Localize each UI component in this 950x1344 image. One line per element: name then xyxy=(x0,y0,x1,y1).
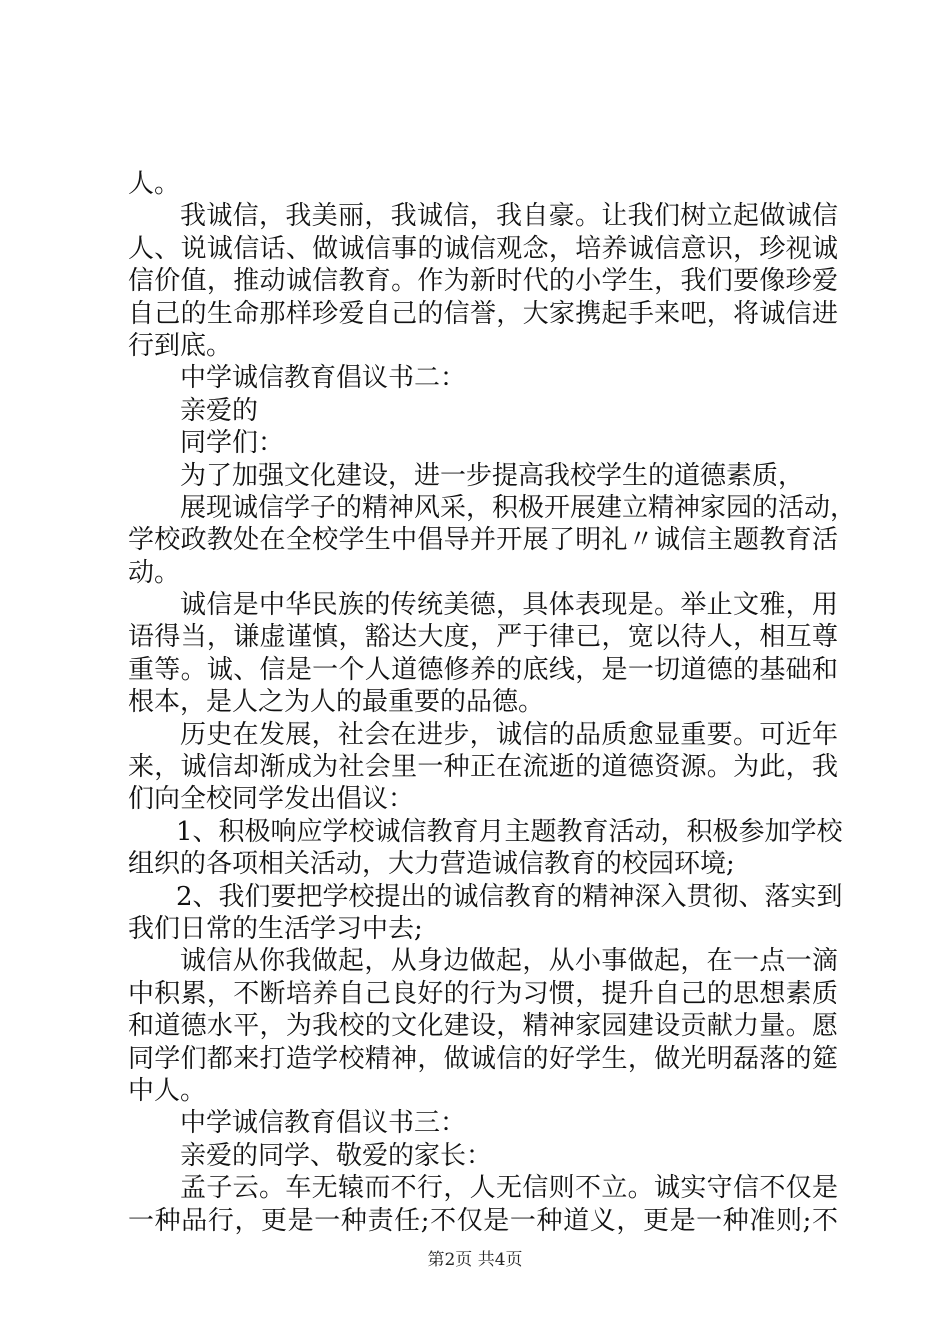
salutation: 同学们： xyxy=(180,428,285,459)
text-line: 一种品行，更是一种责任;不仅是一种道义，更是一种准则;不 xyxy=(128,1205,838,1236)
text-line: 自己的生命那样珍爱自己的信誉，大家携起手来吧，将诚信进 xyxy=(128,298,838,329)
text-line: 学校政教处在全校学生中倡导并开展了明礼〃诚信主题教育活 xyxy=(128,525,838,556)
text-line: 行到底。 xyxy=(128,330,233,361)
text-line: 人。 xyxy=(128,169,181,199)
text-line: 展现诚信学子的精神风采，积极开展建立精神家园的活动， xyxy=(180,492,857,523)
section-heading: 中学诚信教育倡议书二： xyxy=(180,363,467,394)
text-line: 动。 xyxy=(128,557,181,588)
section-heading: 中学诚信教育倡议书三： xyxy=(180,1108,467,1139)
text-line: 和道德水平，为我校的文化建设，精神家园建设贡献力量。愿 xyxy=(128,1011,838,1042)
list-item: 1、积极响应学校诚信教育月主题教育活动，积极参加学校 xyxy=(176,816,843,847)
text-line: 根本，是人之为人的最重要的品德。 xyxy=(128,687,545,718)
text-line: 人、说诚信话、做诚信事的诚信观念，培养诚信意识，珍视诚 xyxy=(128,233,838,264)
text-line: 组织的各项相关活动，大力营造诚信教育的校园环境; xyxy=(128,849,735,880)
text-line: 为了加强文化建设，进一步提高我校学生的道德素质， xyxy=(180,460,805,491)
text-line: 们向全校同学发出倡议： xyxy=(128,784,415,815)
text-line: 孟子云。车无辕而不行，人无信则不立。诚实守信不仅是 xyxy=(180,1173,838,1204)
text-line: 我们日常的生活学习中去; xyxy=(128,913,423,944)
text-line: 诚信从你我做起，从身边做起，从小事做起，在一点一滴 xyxy=(180,946,838,977)
text-line: 中积累，不断培养自己良好的行为习惯，提升自己的思想素质 xyxy=(128,978,838,1009)
salutation: 亲爱的 xyxy=(180,395,259,426)
page-number-footer: 第2页 共4页 xyxy=(427,1250,523,1270)
text-line: 语得当，谦虚谨慎，豁达大度，严于律已，宽以待人，相互尊 xyxy=(128,622,838,653)
text-line: 信价值，推动诚信教育。作为新时代的小学生，我们要像珍爱 xyxy=(128,266,838,297)
text-line: 中人。 xyxy=(128,1075,207,1106)
text-line: 历史在发展，社会在进步，诚信的品质愈显重要。可近年 xyxy=(180,719,838,750)
document-body xyxy=(128,168,857,1237)
text-line: 诚信是中华民族的传统美德，具体表现是。举止文雅，用 xyxy=(180,590,838,621)
salutation: 亲爱的同学、敬爱的家长： xyxy=(180,1140,493,1171)
text-line: 我诚信，我美丽，我诚信，我自豪。让我们树立起做诚信 xyxy=(180,201,838,232)
text-line: 重等。诚、信是一个人道德修养的底线，是一切道德的基础和 xyxy=(128,654,838,685)
list-item: 2、我们要把学校提出的诚信教育的精神深入贯彻、落实到 xyxy=(176,881,843,912)
text-line: 来，诚信却渐成为社会里一种正在流逝的道德资源。为此，我 xyxy=(128,752,838,783)
text-line: 同学们都来打造学校精神，做诚信的好学生，做光明磊落的筵 xyxy=(128,1043,838,1074)
